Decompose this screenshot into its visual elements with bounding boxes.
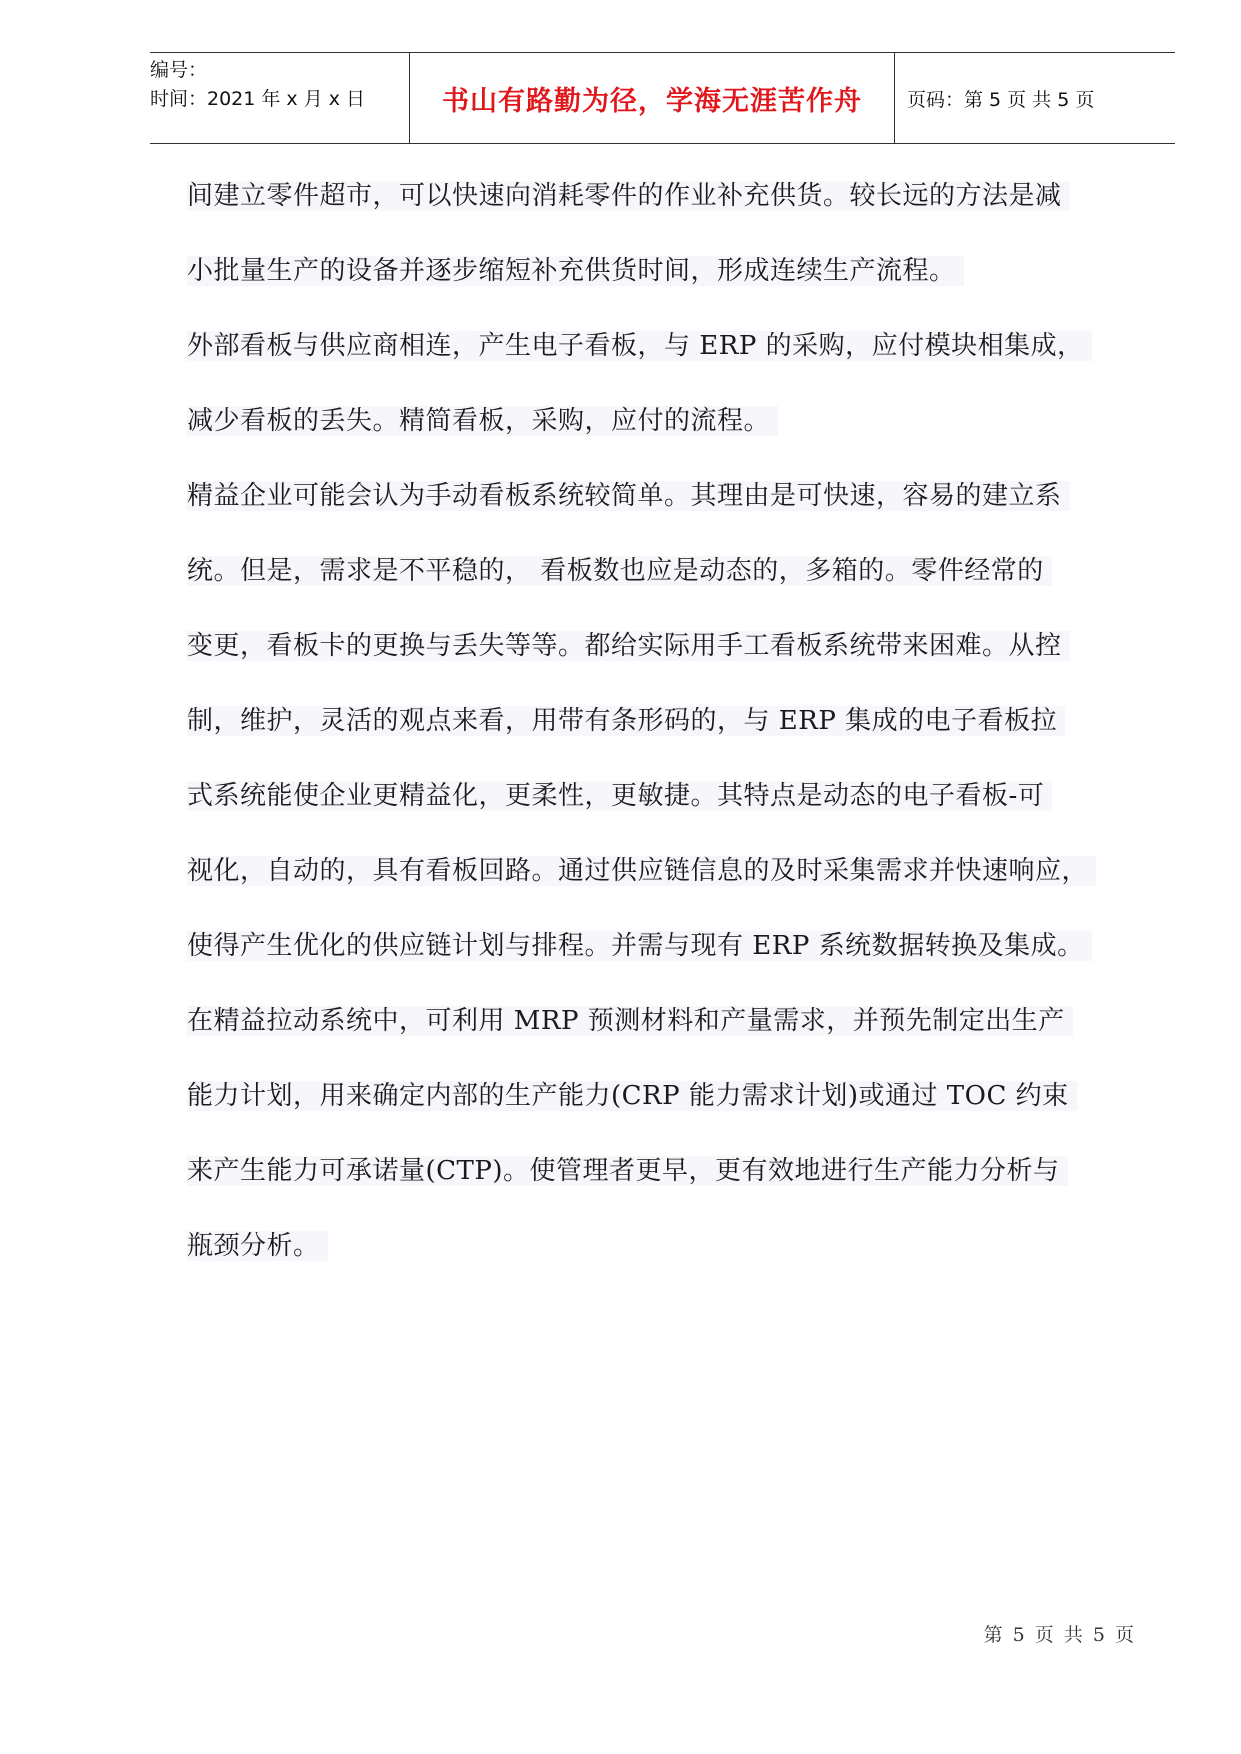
body-line: 精益企业可能会认为手动看板系统较简单。其理由是可快速，容易的建立系	[187, 476, 1167, 551]
body-line: 制，维护，灵活的观点来看，用带有条形码的，与 ERP 集成的电子看板拉	[187, 701, 1167, 776]
body-line: 减少看板的丢失。精简看板，采购，应付的流程。	[187, 401, 1167, 476]
page-footer	[984, 1620, 1136, 1647]
footer-page-number: 第 5 页 共 5 页	[983, 1624, 1136, 1646]
body-line: 能力计划，用来确定内部的生产能力(CRP 能力需求计划)或通过 TOC 约束	[187, 1076, 1167, 1151]
body-line: 小批量生产的设备并逐步缩短补充供货时间，形成连续生产流程。	[187, 251, 1167, 326]
document-body	[187, 176, 1167, 1301]
body-line: 在精益拉动系统中，可利用 MRP 预测材料和产量需求，并预先制定出生产	[187, 1001, 1167, 1076]
body-line: 外部看板与供应商相连，产生电子看板，与 ERP 的采购，应付模块相集成，	[187, 326, 1167, 401]
body-line: 使得产生优化的供应链计划与排程。并需与现有 ERP 系统数据转换及集成。	[187, 926, 1167, 1001]
header-page-number: 页码：第 5 页 共 5 页	[907, 88, 1095, 111]
header-motto: 书山有路勤为径，学海无涯苦作舟	[442, 85, 862, 117]
header-motto-cell	[410, 53, 895, 143]
body-line: 变更，看板卡的更换与丢失等等。都给实际用手工看板系统带来困难。从控	[187, 626, 1167, 701]
body-line: 视化，自动的，具有看板回路。通过供应链信息的及时采集需求并快速响应，	[187, 851, 1167, 926]
body-line: 式系统能使企业更精益化，更柔性，更敏捷。其特点是动态的电子看板-可	[187, 776, 1167, 851]
header-meta	[150, 53, 410, 143]
body-line: 瓶颈分析。	[187, 1226, 1167, 1301]
document-date: 时间：2021 年 x 月 x 日	[150, 88, 366, 110]
body-line: 来产生能力可承诺量(CTP)。使管理者更早，更有效地进行生产能力分析与	[187, 1151, 1167, 1226]
body-line: 统。但是，需求是不平稳的， 看板数也应是动态的，多箱的。零件经常的	[187, 551, 1167, 626]
header-page-cell	[895, 53, 1175, 143]
body-line: 间建立零件超市，可以快速向消耗零件的作业补充供货。较长远的方法是减	[187, 176, 1167, 251]
document-number-label: 编号：	[150, 59, 208, 81]
page-header	[150, 52, 1175, 144]
